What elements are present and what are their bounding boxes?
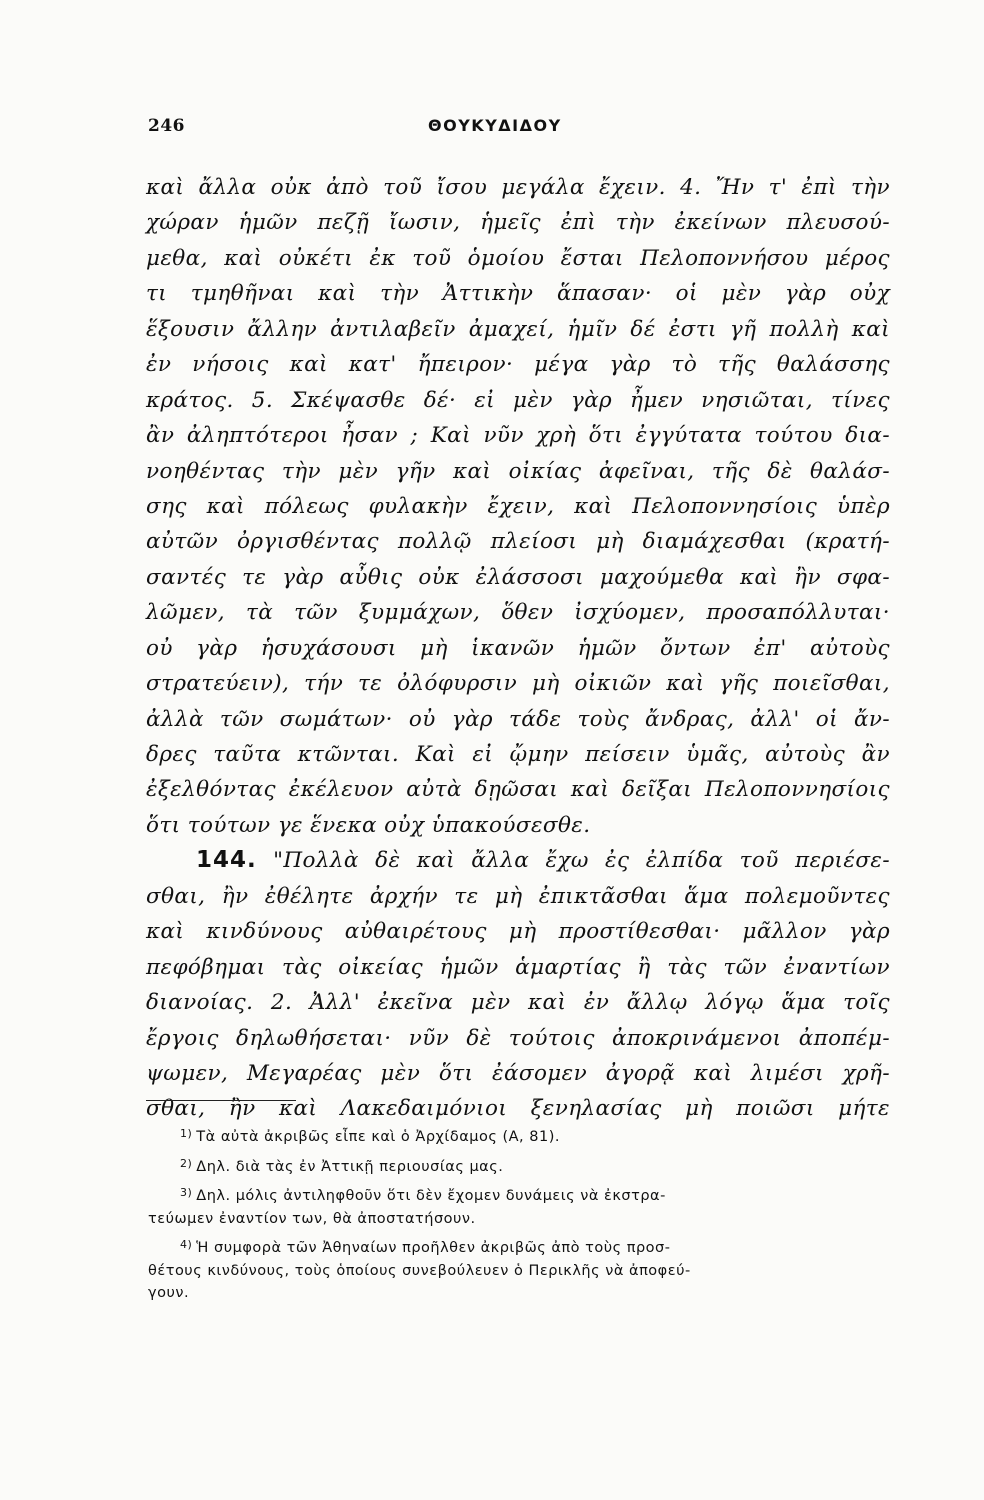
text-line: ψωμεν, Μεγαρέας μὲν ὅτι ἐάσομεν ἀγορᾷ καὶ λιμέσι χρῆ- <box>146 1060 890 1086</box>
text-line: ἂν ἀληπτότεροι ἦσαν ; Καὶ νῦν χρὴ ὅτι ἐγγύτατα τούτου δια- <box>146 423 890 449</box>
footnotes <box>148 1123 890 1309</box>
text-line: χώραν ἡμῶν πεζῇ ἴωσιν, ἡμεῖς ἐπὶ τὴν ἐκείνων πλευσού- <box>146 210 890 236</box>
text-line: καὶ ἄλλα οὐκ ἀπὸ τοῦ ἴσου μεγάλα ἔχειν. 4. Ἤν τ' ἐπὶ τὴν <box>146 175 890 200</box>
footnote-text: Τὰ αὐτὰ ἀκριβῶς εἶπε καὶ ὁ Ἀρχίδαμος (Α, 81). <box>196 1129 560 1145</box>
text-line: πεφόβημαι τὰς οἰκείας ἡμῶν ἁμαρτίας ἢ τὰς τῶν ἐναντίων <box>146 954 890 980</box>
text-line: σθαι, ἢν καὶ Λακεδαιμόνιοι ξενηλασίας μὴ ποιῶσι μήτε <box>146 1096 890 1122</box>
text-line: ἔργοις δηλωθήσεται· νῦν δὲ τούτοις ἀποκρινάμενοι ἀποπέμ- <box>146 1025 890 1051</box>
text-line: διανοίας. 2. Ἀλλ' ἐκεῖνα μὲν καὶ ἐν ἄλλῳ λόγῳ ἅμα τοῖς <box>146 990 890 1016</box>
footnote-mark: 2) <box>180 1156 193 1170</box>
text-line: νοηθέντας τὴν μὲν γῆν καὶ οἰκίας ἀφεῖναι, τῆς δὲ θαλάσ- <box>146 458 890 484</box>
text-line: ἕξουσιν ἄλλην ἀντιλαβεῖν ἀμαχεί, ἡμῖν δέ ἐστι γῆ πολλὴ καὶ <box>146 316 890 342</box>
text-line: σαντές τε γὰρ αὖθις οὐκ ἐλάσσοσι μαχούμεθα καὶ ἢν σφα- <box>146 564 890 590</box>
text-line: λῶμεν, τὰ τῶν ξυμμάχων, ὅθεν ἰσχύομεν, προσαπόλλυται· <box>146 600 890 626</box>
text-line: τι τμηθῆναι καὶ τὴν Ἀττικὴν ἅπασαν· οἱ μὲν γὰρ οὐχ <box>146 281 890 307</box>
footnote-text: Δηλ. μόλις ἀντιληφθοῦν ὅτι δὲν ἔχομεν δυνάμεις νὰ ἐκστρα- <box>196 1188 666 1204</box>
text-line: οὐ γὰρ ἡσυχάσουσι μὴ ἱκανῶν ἡμῶν ὄντων ἐπ' αὐτοὺς <box>146 635 890 661</box>
text-line: ὅτι τούτων γε ἕνεκα οὐχ ὑπακούσεσθε. <box>146 812 591 838</box>
text-line: σθαι, ἢν ἐθέλητε ἀρχήν τε μὴ ἐπικτᾶσθαι ἅμα πολεμοῦντες <box>146 883 890 909</box>
text-line: καὶ κινδύνους αὐθαιρέτους μὴ προστίθεσθαι· μᾶλλον γὰρ <box>146 919 890 945</box>
text-line: ἐν νήσοις καὶ κατ' ἤπειρον· μέγα γὰρ τὸ τῆς θαλάσσης <box>146 352 890 378</box>
text-line: σης καὶ πόλεως φυλακὴν ἔχειν, καὶ Πελοποννησίοις ὑπὲρ <box>146 493 890 519</box>
text-line: αὐτῶν ὀργισθέντας πολλῷ πλείοσι μὴ διαμάχεσθαι (κρατή- <box>146 529 890 555</box>
page-header <box>148 116 888 142</box>
footnote-text: γουν. <box>148 1285 190 1301</box>
footnote-mark: 3) <box>180 1186 193 1199</box>
chapter-first-line <box>146 843 890 878</box>
footnote-divider <box>146 1100 296 1101</box>
text-line: στρατεύειν), τήν τε ὀλόφυρσιν μὴ οἰκιῶν καὶ γῆς ποιεῖσθαι, <box>146 671 890 697</box>
chapter-line-text: "Πολλὰ δὲ καὶ ἄλλα ἔχω ἐς ἐλπίδα τοῦ περιέσε- <box>273 848 891 874</box>
text-line: ἐξελθόντας ἐκέλευον αὐτὰ δῃῶσαι καὶ δεῖξαι Πελοποννησίοις <box>146 777 890 803</box>
text-line: ἀλλὰ τῶν σωμάτων· οὐ γὰρ τάδε τοὺς ἄνδρας, ἀλλ' οἱ ἄν- <box>146 706 890 732</box>
text-line: μεθα, καὶ οὐκέτι ἐκ τοῦ ὁμοίου ἔσται Πελοποννήσου μέρος <box>146 245 890 271</box>
running-title: ΘΟΥΚΥΔΙΔΟΥ <box>428 116 562 135</box>
main-text <box>146 170 890 1127</box>
chapter-number: 144. <box>196 847 257 874</box>
footnote-mark: 4) <box>180 1238 193 1251</box>
footnote <box>180 1123 890 1149</box>
footnote <box>148 1234 890 1305</box>
footnote-text: Δηλ. διὰ τὰς ἐν Ἀττικῇ περιουσίας μας. <box>196 1158 504 1175</box>
footnote-mark: 1) <box>180 1127 193 1140</box>
page-number: 246 <box>148 116 185 136</box>
text-line: κράτος. 5. Σκέψασθε δέ· εἰ μὲν γὰρ ἦμεν νησιῶται, τίνες <box>146 387 890 413</box>
footnote-text: Ἡ συμφορὰ τῶν Ἀθηναίων προῆλθεν ἀκριβῶς ἀπὸ τοὺς προσ- <box>196 1240 671 1256</box>
footnote-text: θέτους κινδύνους, τοὺς ὁποίους συνεβούλευεν ὁ Περικλῆς νὰ ἀποφεύ- <box>148 1262 691 1279</box>
footnote <box>180 1153 890 1179</box>
footnote <box>148 1182 890 1230</box>
footnote-text: τεύωμεν ἐναντίον των, θὰ ἀποστατήσουν. <box>148 1210 476 1227</box>
text-line: δρες ταῦτα κτῶνται. Καὶ εἰ ᾤμην πείσειν ὑμᾶς, αὐτοὺς ἂν <box>146 742 890 767</box>
